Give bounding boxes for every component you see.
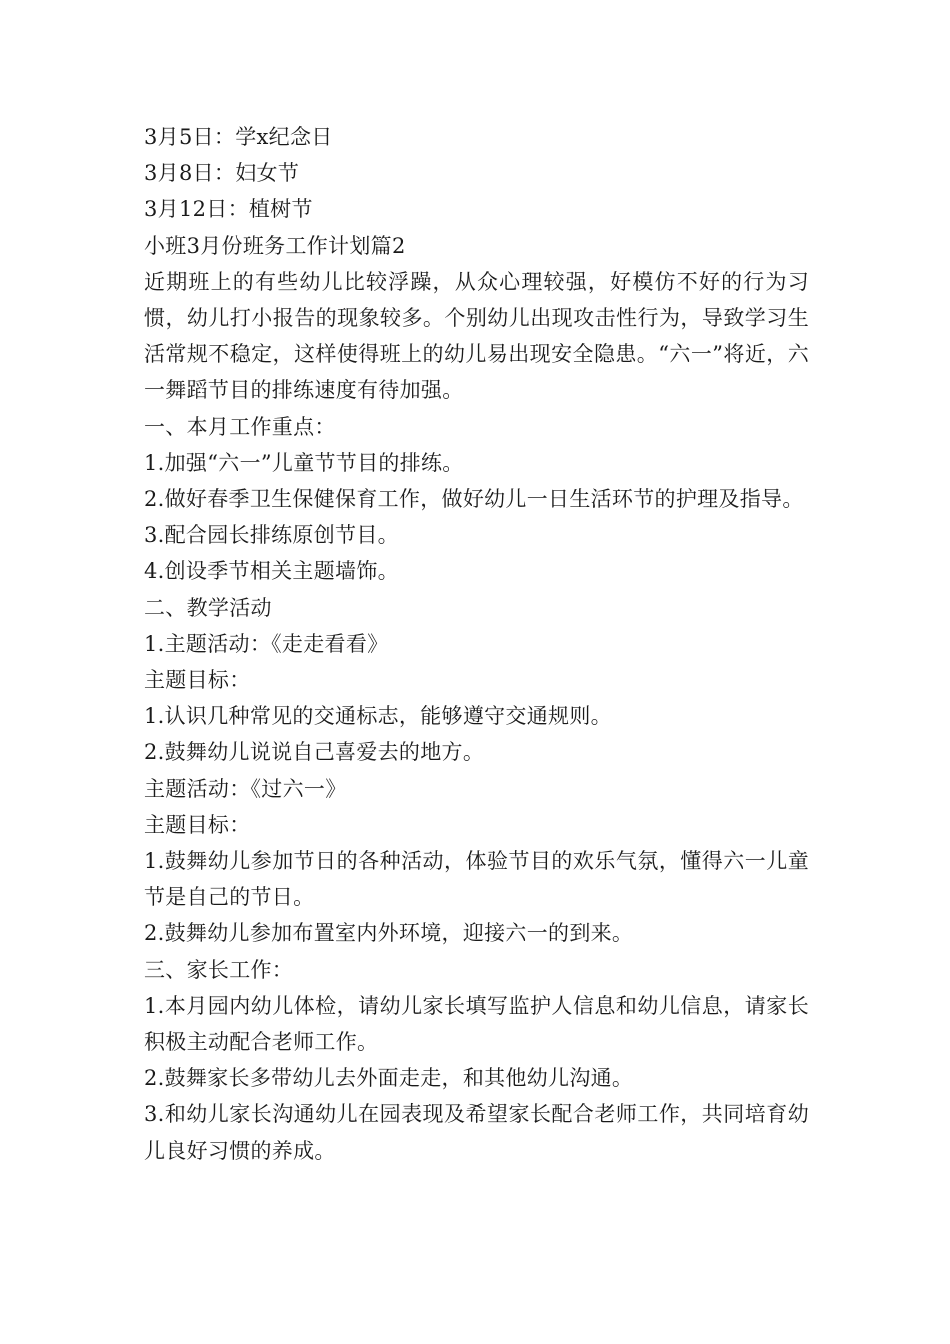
parent-item-2: 2.鼓舞家长多带幼儿去外面走走，和其他幼儿沟通。 (144, 1066, 634, 1091)
date-line-march-5: 3月5日：学x纪念日 (144, 125, 333, 149)
date-line-march-8: 3月8日：妇女节 (144, 161, 300, 186)
theme-goal-1-item-2: 2.鼓舞幼儿说说自己喜爱去的地方。 (144, 740, 485, 765)
theme-goal-label-1: 主题目标： (144, 668, 251, 693)
parent-item-3: 3.和幼儿家长沟通幼儿在园表现及希望家长配合老师工作，共同培育幼儿良好习惯的养成。 (144, 1102, 809, 1163)
document-body (144, 119, 809, 1169)
intro-paragraph: 近期班上的有些幼儿比较浮躁，从众心理较强，好模仿不好的行为习惯，幼儿打小报告的现象较多。个别幼儿出现攻击性行为，导致学习生活常规不稳定，这样使得班上的幼儿易出现安全隐患。“六一”将近，六一舞蹈节目的排练速度有待加强。 (144, 269, 809, 403)
heading-parents: 三、家长工作： (144, 957, 294, 982)
date-line-march-12: 3月12日：植树节 (144, 197, 313, 222)
heading-focus: 一、本月工作重点： (144, 414, 336, 439)
theme-goal-2-item-2: 2.鼓舞幼儿参加布置室内外环境，迎接六一的到来。 (144, 921, 634, 946)
focus-item-2: 2.做好春季卫生保健保育工作，做好幼儿一日生活环节的护理及指导。 (144, 487, 804, 512)
focus-item-4: 4.创设季节相关主题墙饰。 (144, 559, 399, 584)
theme-goal-1-item-1: 1.认识几种常见的交通标志，能够遵守交通规则。 (144, 704, 612, 729)
parent-item-1: 1.本月园内幼儿体检，请幼儿家长填写监护人信息和幼儿信息，请家长积极主动配合老师工作。 (144, 993, 809, 1055)
focus-item-1: 1.加强“六一”儿童节节目的排练。 (144, 450, 464, 475)
heading-teaching: 二、教学活动 (144, 595, 272, 620)
theme-activity-2: 主题活动：《过六一》 (144, 776, 347, 801)
theme-activity-1: 1.主题活动：《走走看看》 (144, 631, 389, 656)
focus-item-3: 3.配合园长排练原创节目。 (144, 523, 399, 548)
section-title: 小班3月份班务工作计划篇2 (144, 233, 406, 258)
theme-goal-2-item-1: 1.鼓舞幼儿参加节日的各种活动，体验节目的欢乐气氛，懂得六一儿童节是自己的节日。 (144, 849, 809, 910)
theme-goal-label-2: 主题目标： (144, 812, 251, 837)
